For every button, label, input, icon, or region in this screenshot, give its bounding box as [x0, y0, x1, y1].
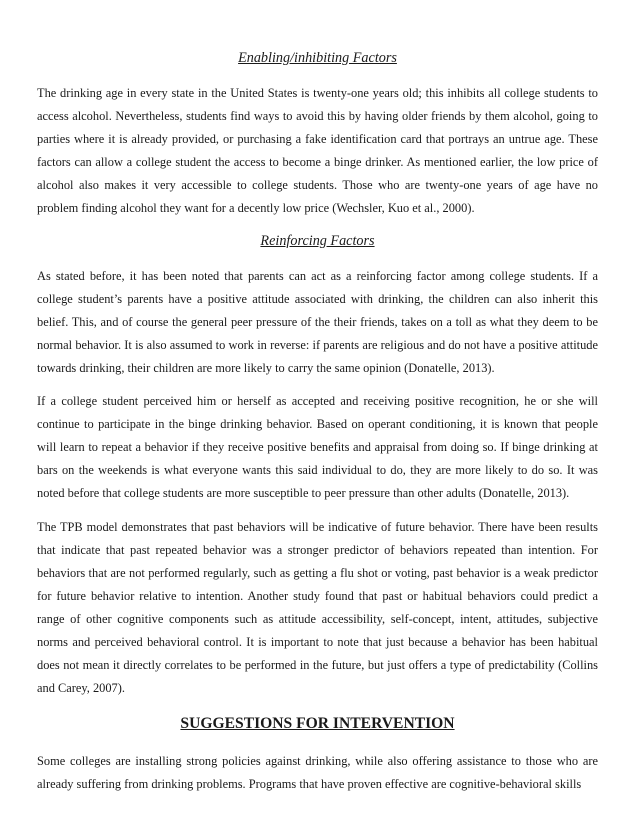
paragraph-reinforcing-2: If a college student perceived him or herself as accepted and receiving positive recognition, he or she will continue to participate in the binge drinking behavior. Based on operant conditioning, it is known that people will learn to repeat a behavior if they receive positive benefits and appraisal from doing so. If binge drinking at bars on the weekends is what everyone wants this said individual to do, they are more likely to do so. It was noted before that college students are more susceptible to peer pressure than other adults (Donatelle, 2013).	[37, 394, 598, 501]
paragraph-suggestions-1: Some colleges are installing strong policies against drinking, while also offering assistance to those who are already suffering from drinking problems. Programs that have proven effective are cognitive-behavioral skills	[37, 754, 598, 792]
section-heading-reinforcing: Reinforcing Factors	[260, 232, 375, 249]
paragraph-reinforcing-3: The TPB model demonstrates that past behaviors will be indicative of future behavior. There have been results that indicate that past repeated behavior was a stronger predictor of behaviors repeated than intention. For behaviors that are not performed regularly, such as getting a flu shot or voting, past behavior is a weak predictor for future behavior relative to intention. Another study found that past or habitual behaviors could predict a range of other cognitive components such as attitude accessibility, self-concept, intent, attitudes, subjective norms and perceived behavioral control. It is important to note that just because a behavior has been habitual does not mean it directly correlates to be performed in the future, but just offers a type of predictability (Collins and Carey, 2007).	[37, 519, 598, 696]
paragraph-reinforcing-1: As stated before, it has been noted that parents can act as a reinforcing factor among college students. If a college student’s parents have a positive attitude associated with drinking, the children can also inherit this belief. This, and of course the general peer pressure of the their friends, takes on a toll as what they deem to be normal behavior. It is also assumed to work in reverse: if parents are religious and do not have a positive attitude towards drinking, their children are more likely to carry the same opinion (Donatelle, 2013).	[37, 268, 598, 375]
section-heading-enabling: Enabling/inhibiting Factors	[238, 50, 397, 66]
paragraph-enabling-1: The drinking age in every state in the United States is twenty-one years old; this inhibits all college students to access alcohol. Nevertheless, students find ways to avoid this by having older friends by them alcohol, going to parties where it is already provided, or purchasing a fake identification card that portrays an untrue age. These factors can allow a college student the access to become a binge drinker. As mentioned earlier, the low price of alcohol also makes it very accessible to college students. Those who are twenty-one years of age have no problem finding alcohol they want for a decently low price (Wechsler, Kuo et al., 2000).	[37, 86, 598, 216]
section-heading-suggestions: SUGGESTIONS FOR INTERVENTION	[180, 715, 455, 733]
